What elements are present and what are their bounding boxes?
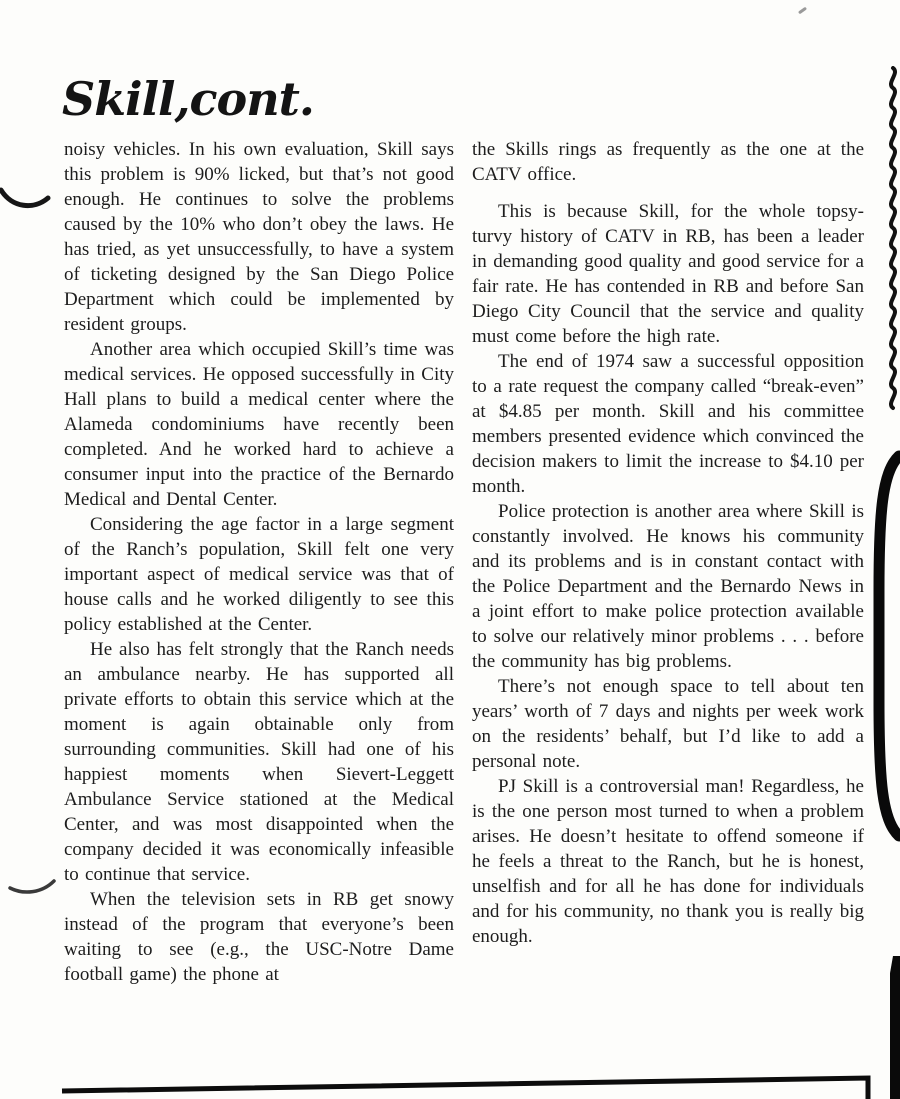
bottom-rule xyxy=(58,1070,900,1099)
paragraph: the Skills rings as frequently as the one at the CATV office. xyxy=(472,139,864,185)
paragraph: PJ Skill is a controversial man! Regardless, he is the one person most turned to when a problem arises. He doesn’t hesitate to offend someone if he feels a threat to the Ranch, but he is honest, unselfish and for all he has done for individuals and for his community, no thank you is really big enough. xyxy=(472,776,864,947)
chain-border-ornament xyxy=(884,66,900,422)
paragraph: Police protection is another area where Skill is constantly involved. He knows his community and its problems and is in constant contact with the Police Department and the Bernardo News in a joint effort to make police protection available to solve our relatively minor problems . . . before the community has big problems. xyxy=(472,501,864,672)
right-column xyxy=(472,137,864,949)
article-title: Skill,cont. xyxy=(62,72,314,126)
paragraph: Another area which occupied Skill’s time was medical services. He opposed successfully in City Hall plans to build a medical center where the Alameda condominiums have recently been completed. And he worked hard to achieve a consumer input into the practice of the Bernardo Medical and Dental Center. xyxy=(64,339,454,510)
black-bar-ornament xyxy=(890,956,900,1099)
pen-mark-top xyxy=(798,7,807,15)
paragraph: When the television sets in RB get snowy instead of the program that everyone’s been waiting to see (e.g., the USC-Notre Dame football game) the phone at xyxy=(64,889,454,985)
paragraph: The end of 1974 saw a successful opposition to a rate request the company called “break-even” at $4.85 per month. Skill and his committee members presented evidence which convinced the decision makers to limit the increase to $4.10 per month. xyxy=(472,351,864,497)
curved-bracket-ornament xyxy=(872,450,900,842)
paragraph: He also has felt strongly that the Ranch needs an ambulance nearby. He has supported all private efforts to obtain this service which at the moment is again obtainable only from surrounding communities. Skill had one of his happiest moments when Sievert-Leggett Ambulance Service stationed at the Medical Center, and was most disappointed when the company decided it was economically infeasible to continue that service. xyxy=(64,639,454,885)
pen-mark-left-lower xyxy=(8,874,56,902)
pen-mark-left-upper xyxy=(0,182,52,218)
paragraph: Considering the age factor in a large segment of the Ranch’s population, Skill felt one very important aspect of medical service was that of house calls and he worked diligently to see this policy established at the Center. xyxy=(64,514,454,635)
paragraph: noisy vehicles. In his own evaluation, Skill says this problem is 90% licked, but that’s not good enough. He continues to solve the problems caused by the 10% who don’t obey the laws. He has tried, as yet unsuccessfully, to have a system of ticketing designed by the San Diego Police Department which could be implemented by resident groups. xyxy=(64,139,454,335)
paragraph: There’s not enough space to tell about ten years’ worth of 7 days and nights per week work on the residents’ behalf, but I’d like to add a personal note. xyxy=(472,676,864,772)
paragraph: This is because Skill, for the whole topsy-turvy history of CATV in RB, has been a leader in demanding good quality and good service for a fair rate. He has contended in RB and before San Diego City Council that the service and quality must come before the high rate. xyxy=(472,201,864,347)
left-column xyxy=(64,137,454,987)
